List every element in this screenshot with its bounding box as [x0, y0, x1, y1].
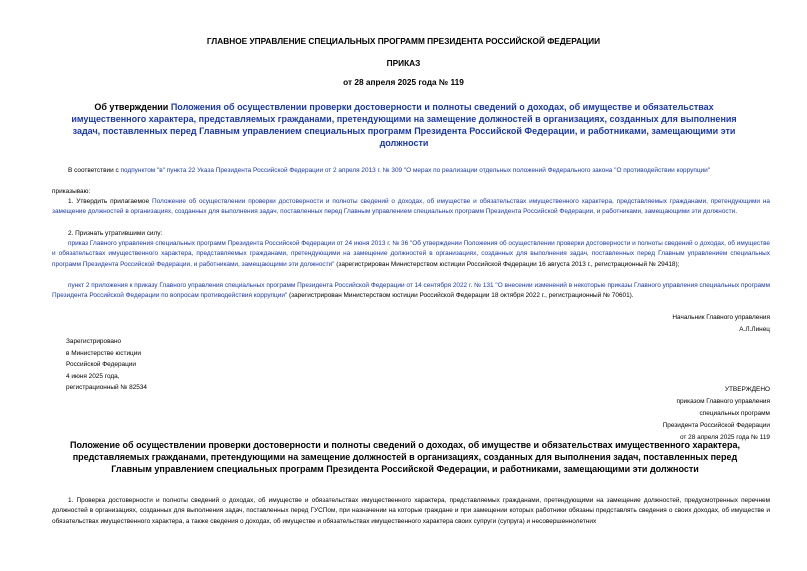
- document-title: [64, 101, 744, 149]
- preamble-start: В соответствии с: [68, 167, 121, 174]
- item-1-end: .: [735, 208, 737, 216]
- item-1-start: 1. Утвердить прилагаемое: [68, 198, 152, 205]
- signature-name: А.Л.Линец: [739, 326, 770, 333]
- approval-line-4: Президента Российской Федерации: [662, 422, 770, 429]
- item-2-sub-2: [52, 281, 770, 302]
- registration-block: [66, 336, 266, 394]
- preamble: [52, 166, 770, 176]
- approval-line-3: специальных программ: [699, 410, 770, 417]
- approval-line-2: приказом Главного управления: [676, 398, 770, 405]
- item-2: 2. Признать утратившими силу:: [68, 230, 163, 237]
- item-1-link[interactable]: Положение об осуществлении проверки достоверности и полноты сведений о доходах, об имуществе и обязательствах имущественного характера, представляемых гражданами, претендующими на замещение должностей в организациях, созданных для выполнения задач, поставленных перед Главным управлением специальных программ Президента Российской Федерации, и работниками, замещающими эти должности: [52, 198, 770, 216]
- approval-line-1: УТВЕРЖДЕНО: [724, 386, 770, 393]
- preamble-order: приказываю:: [52, 188, 91, 195]
- item-2-sub-2-link[interactable]: пункт 2 приложения к приказу Главного управления специальных программ Президента Российской Федерации от 14 сентября 2022 г. № 131 "О внесении изменений в некоторые приказы Главного управления специальных программ Президента Российской Федерации по вопросам противодействия коррупции": [52, 282, 770, 300]
- item-2-sub-1: [52, 239, 770, 270]
- agency-name: ГЛАВНОЕ УПРАВЛЕНИЕ СПЕЦИАЛЬНЫХ ПРОГРАММ ПРЕЗИДЕНТА РОССИЙСКОЙ ФЕДЕРАЦИИ: [206, 36, 601, 46]
- title-prefix: Об утверждении: [94, 102, 171, 112]
- regulation-title: Положение об осуществлении проверки достоверности и полноты сведений о доходах, об имуществе и обязательствах имущественного характера, представляемых гражданами, претендующими на замещение должностей в организациях, созданных для выполнения задач, поставленных перед Главным управлением специальных программ Президента Российской Федерации, и работниками, замещающими эти должности: [70, 440, 740, 474]
- signature: [400, 312, 770, 336]
- item-2-sub-1-link[interactable]: приказ Главного управления специальных программ Президента Российской Федерации от 24 июня 2013 г. № 36 "Об утверждении Положения об осуществлении проверки достоверности и полноты сведений о доходах, об имуществе и обязательствах имущественного характера, представляемых гражданами, претендующими на замещение должностей в организациях, созданных для выполнения задач, поставленных перед Главным управлением специальных программ Президента Российской Федерации, и работниками, замещающими эти должности": [52, 240, 770, 268]
- registration-line-4: 4 июня 2025 года,: [66, 372, 120, 380]
- title-link[interactable]: Положения об осуществлении проверки достоверности и полноты сведений о доходах, об имуществе и обязательствах имущественного характера, представляемых гражданами, претендующими на замещение должностей в организациях, созданных для выполнения задач, поставленных перед Главным управлением специальных программ Президента Российской Федерации, и работниками, замещающими эти должности: [71, 102, 737, 148]
- doc-date: от 28 апреля 2025 года № 119: [343, 77, 464, 87]
- item-2-sub-2-end: (зарегистрирован Министерством юстиции Российской Федерации 18 октября 2022 г., регистрационный № 70601).: [287, 292, 634, 300]
- doc-type: ПРИКАЗ: [386, 58, 421, 68]
- registration-line-1: Зарегистрировано: [66, 338, 122, 345]
- item-2-sub-1-end: (зарегистрирован Министерством юстиции Российской Федерации 16 августа 2013 г., регистрационный № 29418);: [334, 260, 680, 268]
- registration-line-2: в Министерстве юстиции: [66, 349, 141, 357]
- signature-position: Начальник Главного управления: [672, 314, 770, 321]
- regulation-paragraph-1: 1. Проверка достоверности и полноты сведений о доходах, об имуществе и обязательствах имущественного характера, представляемых гражданами, претендующими на замещение должностей, предусмотренных перечнем должностей в организациях, созданных для выполнения задач, поставленных перед ГУСПом, при назначении на которые граждане и при замещении которых работники обязаны представлять сведения о своих доходах, об имуществе и обязательствах имущественного характера, а также сведения о доходах, об имуществе и обязательствах имущественного характера своих супруги (супруга) и несовершеннолетних: [52, 497, 770, 525]
- approval-block: [400, 384, 770, 444]
- registration-line-3: Российской Федерации: [66, 361, 137, 369]
- preamble-link[interactable]: подпунктом "в" пункта 22 Указа Президента Российской Федерации от 2 апреля 2013 г. № 309 "О мерах по реализации отдельных положений Федерального закона "О противодействии коррупции": [120, 167, 710, 174]
- item-1: [52, 197, 770, 218]
- approval-line-5: от 28 апреля 2025 года № 119: [679, 434, 770, 441]
- registration-line-5: регистрационный № 82534: [66, 384, 148, 392]
